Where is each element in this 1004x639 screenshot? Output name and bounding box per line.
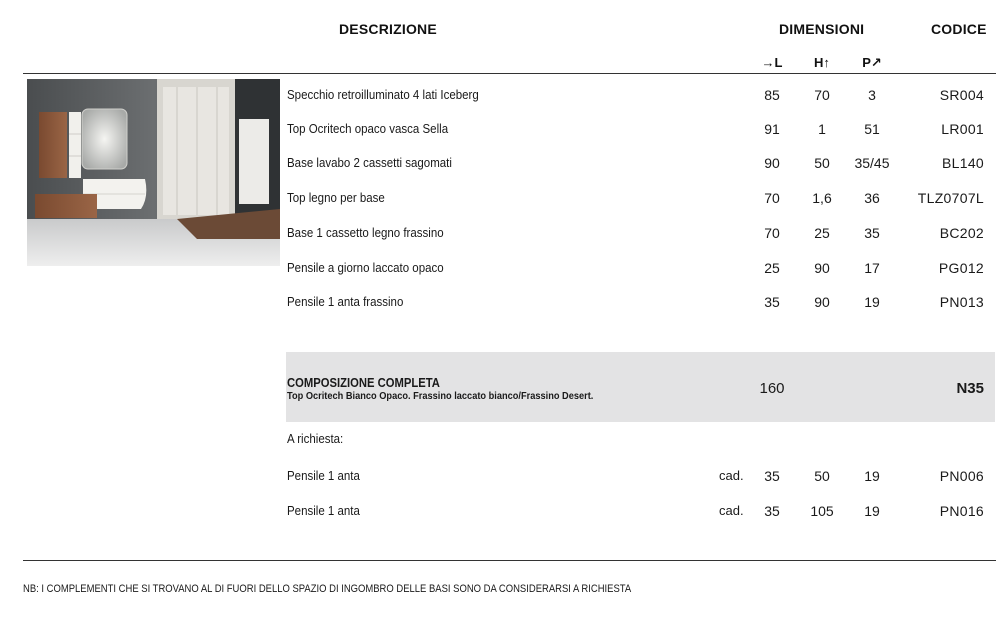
item-height: 25 bbox=[814, 225, 830, 241]
composition-subtitle: Top Ocritech Bianco Opaco. Frassino laccato bianco/Frassino Desert. bbox=[287, 390, 594, 402]
item-row bbox=[0, 223, 1004, 243]
header-dimensioni: DIMENSIONI bbox=[779, 21, 865, 37]
item-row bbox=[0, 292, 1004, 312]
on-request-row bbox=[0, 466, 1004, 486]
item-description: Pensile 1 anta frassino bbox=[287, 295, 404, 309]
item-height: 50 bbox=[814, 155, 830, 171]
item-description: Base 1 cassetto legno frassino bbox=[287, 226, 444, 240]
item-depth: 3 bbox=[868, 87, 876, 103]
item-description: Pensile 1 anta bbox=[287, 504, 360, 518]
header-length: →L bbox=[761, 55, 783, 70]
footer-divider bbox=[23, 560, 996, 561]
item-unit: cad. bbox=[719, 503, 744, 518]
item-row bbox=[0, 153, 1004, 173]
item-row bbox=[0, 119, 1004, 139]
item-depth: 36 bbox=[864, 190, 880, 206]
item-description: Base lavabo 2 cassetti sagomati bbox=[287, 156, 452, 170]
item-code: TLZ0707L bbox=[917, 190, 984, 206]
item-length: 70 bbox=[764, 190, 780, 206]
item-unit: cad. bbox=[719, 468, 744, 483]
item-length: 35 bbox=[764, 468, 780, 484]
item-code: PN006 bbox=[939, 468, 984, 484]
item-length: 91 bbox=[764, 121, 780, 137]
item-depth: 19 bbox=[864, 294, 880, 310]
header-depth: P↗ bbox=[862, 55, 882, 70]
item-height: 50 bbox=[814, 468, 830, 484]
item-row bbox=[0, 85, 1004, 105]
item-length: 85 bbox=[764, 87, 780, 103]
item-length: 35 bbox=[764, 503, 780, 519]
item-depth: 19 bbox=[864, 468, 880, 484]
header-descrizione: DESCRIZIONE bbox=[339, 21, 437, 37]
item-row bbox=[0, 188, 1004, 208]
item-length: 25 bbox=[764, 260, 780, 276]
header-height: H↑ bbox=[814, 55, 830, 70]
item-height: 105 bbox=[810, 503, 834, 519]
item-code: LR001 bbox=[941, 121, 984, 137]
on-request-label: A richiesta: bbox=[287, 432, 344, 446]
item-height: 1 bbox=[818, 121, 826, 137]
item-code: PG012 bbox=[938, 260, 984, 276]
item-description: Pensile a giorno laccato opaco bbox=[287, 261, 444, 275]
item-depth: 19 bbox=[864, 503, 880, 519]
item-depth: 35/45 bbox=[854, 155, 890, 171]
item-description: Top legno per base bbox=[287, 191, 385, 205]
footer-note: NB: I COMPLEMENTI CHE SI TROVANO AL DI FUORI DELLO SPAZIO DI INGOMBRO DELLE BASI SONO DA CONSIDERARSI A RICHIESTA bbox=[23, 583, 632, 595]
item-height: 70 bbox=[814, 87, 830, 103]
header-codice: CODICE bbox=[931, 21, 987, 37]
composition-title: COMPOSIZIONE COMPLETA bbox=[287, 376, 440, 390]
item-code: BL140 bbox=[942, 155, 984, 171]
item-height: 90 bbox=[814, 260, 830, 276]
header-divider bbox=[23, 73, 996, 74]
composition-length: 160 bbox=[759, 380, 785, 397]
item-description: Specchio retroilluminato 4 lati Iceberg bbox=[287, 88, 479, 102]
item-height: 1,6 bbox=[812, 190, 832, 206]
item-length: 35 bbox=[764, 294, 780, 310]
composition-code: N35 bbox=[956, 380, 984, 397]
item-length: 70 bbox=[764, 225, 780, 241]
item-code: SR004 bbox=[939, 87, 984, 103]
item-code: BC202 bbox=[939, 225, 984, 241]
item-row bbox=[0, 258, 1004, 278]
item-depth: 17 bbox=[864, 260, 880, 276]
item-code: PN013 bbox=[939, 294, 984, 310]
item-depth: 51 bbox=[864, 121, 880, 137]
item-description: Top Ocritech opaco vasca Sella bbox=[287, 122, 449, 136]
item-height: 90 bbox=[814, 294, 830, 310]
item-length: 90 bbox=[764, 155, 780, 171]
on-request-row bbox=[0, 501, 1004, 521]
item-code: PN016 bbox=[939, 503, 984, 519]
item-description: Pensile 1 anta bbox=[287, 469, 360, 483]
item-depth: 35 bbox=[864, 225, 880, 241]
